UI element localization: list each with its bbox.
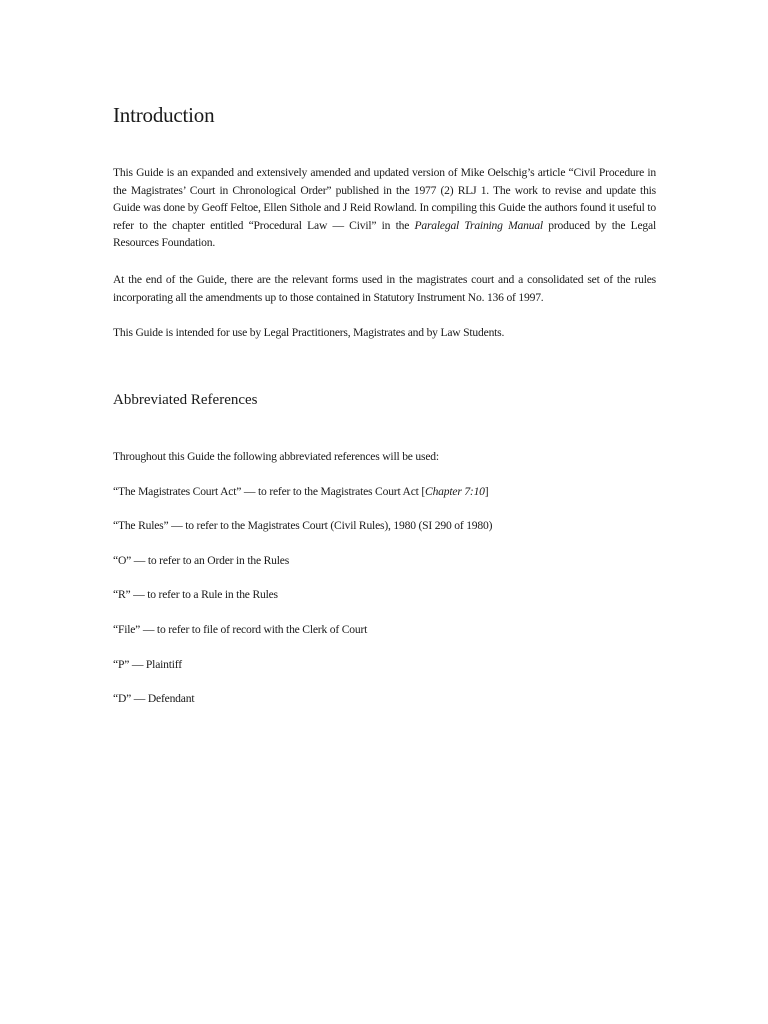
intro-paragraph-3: This Guide is intended for use by Legal Practitioners, Magistrates and by Law Students. [113, 326, 505, 339]
intro-paragraph-1 [113, 164, 656, 252]
intro-paragraph-1-text: This Guide is an expanded and extensively amended and updated version of Mike Oelschig’s article “Civil Procedure in the Magistrates’ Court in Chronological Order” published in the 1977 (2) RLJ 1. The work to revise and update this Guide was done by Geoff Feltoe, Ellen Sithole and J Reid Rowland. In compiling this Guide the authors found it useful to refer to the chapter entitled “Procedural Law — Civil” in the [113, 166, 656, 232]
abbreviation-item: “File” — to refer to file of record with the Clerk of Court [113, 623, 368, 636]
abbreviation-item: “The Rules” — to refer to the Magistrates Court (Civil Rules), 1980 (SI 290 of 1980) [113, 519, 493, 532]
abbreviation-text-tail: ] [484, 485, 489, 498]
abbreviation-item: “D” — Defendant [113, 692, 195, 705]
abbreviation-text: “The Magistrates Court Act” — to refer to the Magistrates Court Act [ [113, 485, 426, 498]
intro-paragraph-2: At the end of the Guide, there are the relevant forms used in the magistrates court and a consolidated set of the rules incorporating all the amendments up to those contained in Statutory Instrument No. 136 of 1997. [113, 273, 656, 304]
abbreviations-lead: Throughout this Guide the following abbreviated references will be used: [113, 450, 439, 463]
abbreviation-item: “O” — to refer to an Order in the Rules [113, 554, 290, 567]
abbreviation-item: “R” — to refer to a Rule in the Rules [113, 588, 278, 601]
section-heading: Abbreviated References [113, 392, 258, 408]
page-title: Introduction [113, 103, 215, 127]
chapter-reference: Chapter 7:10 [425, 485, 485, 498]
abbreviation-item [113, 483, 488, 501]
abbreviation-item: “P” — Plaintiff [113, 658, 182, 671]
manual-title: Paralegal Training Manual [414, 218, 543, 232]
intro-paragraph-1-tail: produced by the Legal Resources Foundation. [113, 218, 656, 250]
